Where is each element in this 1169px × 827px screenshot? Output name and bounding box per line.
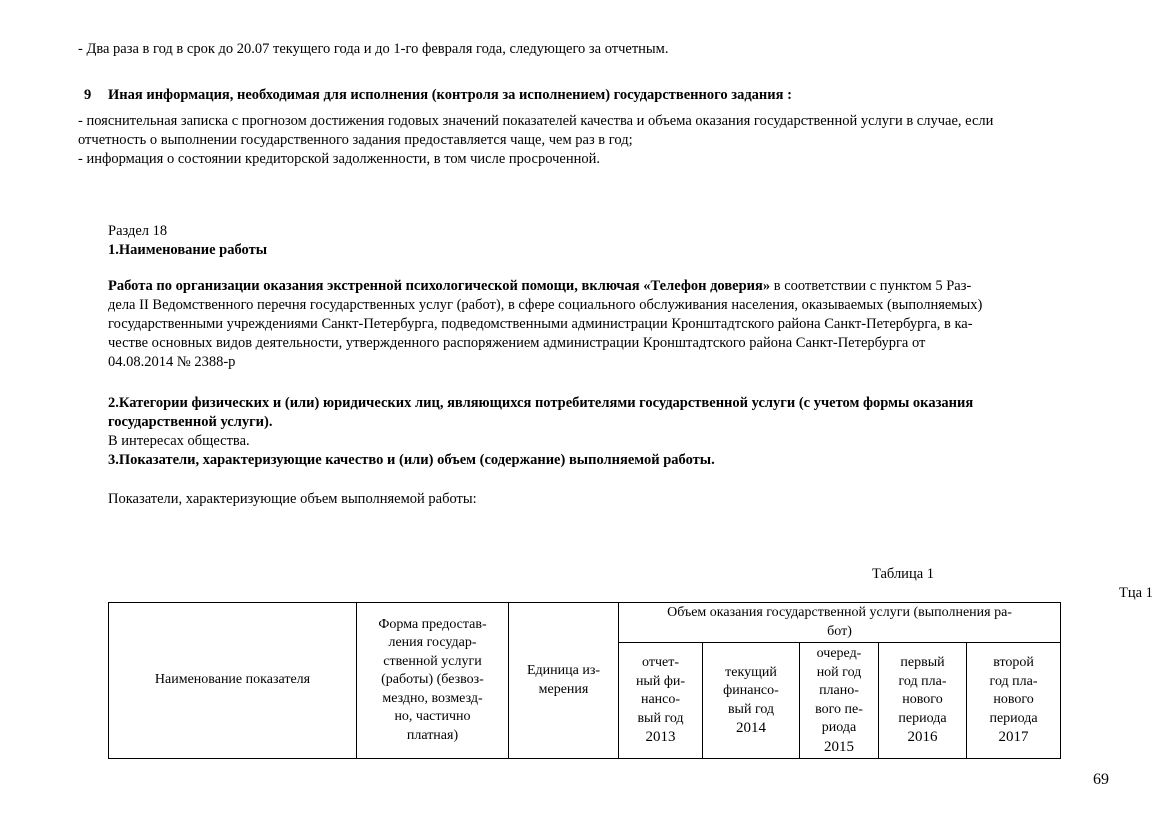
section9-line: отчетность о выполнении государственного задания предоставляется чаще, чем раз в год; (78, 132, 633, 148)
section9-line: - информация о состоянии кредиторской задолженности, в том числе просроченной. (78, 151, 600, 167)
page-number: 69 (1093, 771, 1109, 788)
razdel-title: Раздел 18 (108, 223, 168, 239)
work-description-continuation: в соответствии с пунктом 5 Раз- (770, 278, 972, 294)
header-year-plan-second: второй год пла- нового периода 2017 (967, 643, 1061, 759)
header-provision-form: Форма предостав- ления государ- ственной услуги (работы) (безвоз- мездно, возмезд- но, частично платная) (357, 603, 509, 759)
section9-line: - пояснительная записка с прогнозом достижения годовых значений показателей качества и объема оказания государственной услуги в случае, если (78, 113, 994, 129)
consumers-value: В интересах общества. (108, 433, 250, 449)
year-value: 2013 (645, 729, 676, 746)
volume-caption: Показатели, характеризующие объем выполняемой работы: (108, 491, 477, 507)
volume-table (108, 602, 1061, 759)
header-unit: Единица из- мерения (509, 603, 619, 759)
header-volume-group: Объем оказания государственной услуги (выполнения ра- бот) (619, 603, 1061, 643)
table-caption: Таблица 1 (872, 566, 935, 582)
heading-indicators: 3.Показатели, характеризующие качество и (или) объем (содержание) выполняемой работы. (108, 452, 715, 468)
year-value: 2016 (907, 729, 938, 746)
year-value: 2017 (998, 729, 1029, 746)
work-description-line: дела II Ведомственного перечня государственных услуг (работ), в сфере социального обслуживания населения, оказываемых (выполняемых) (108, 297, 983, 313)
edge-label: Тца 1 (1119, 585, 1153, 601)
header-year-next: очеред- ной год плано- вого пе- риода 2015 (800, 643, 879, 759)
header-year-plan-first: первый год пла- нового периода 2016 (879, 643, 967, 759)
heading-work-name: 1.Наименование работы (108, 242, 268, 258)
heading-consumers: государственной услуги). (108, 414, 273, 430)
schedule-line: - Два раза в год в срок до 20.07 текущего года и до 1-го февраля года, следующего за отчетным. (78, 41, 669, 57)
section9-title: Иная информация, необходимая для исполнения (контроля за исполнением) государственного задания : (108, 87, 792, 103)
header-year-current: текущий финансо- вый год 2014 (703, 643, 800, 759)
section9-number: 9 (84, 87, 92, 103)
year-value: 2014 (736, 720, 766, 736)
work-description-line: государственными учреждениями Санкт-Петербурга, подведомственными администрации Кронштадтского района Санкт-Петербурга, в ка- (108, 316, 973, 332)
header-indicator-name: Наименование показателя (109, 603, 357, 759)
heading-consumers: 2.Категории физических и (или) юридических лиц, являющихся потребителями государственной услуги (с учетом формы оказания (108, 395, 974, 411)
work-description-line: честве основных видов деятельности, утвержденного распоряжением администрации Кронштадтского района Санкт-Петербурга от (108, 335, 926, 351)
work-description-line (108, 277, 971, 295)
header-year-reporting: отчет- ный фи- нансо- вый год 2013 (619, 643, 703, 759)
work-name-bold: Работа по организации оказания экстренной психологической помощи, включая «Телефон доверия» (108, 278, 771, 294)
year-value: 2015 (824, 738, 854, 755)
work-description-line: 04.08.2014 № 2388-р (108, 354, 236, 370)
